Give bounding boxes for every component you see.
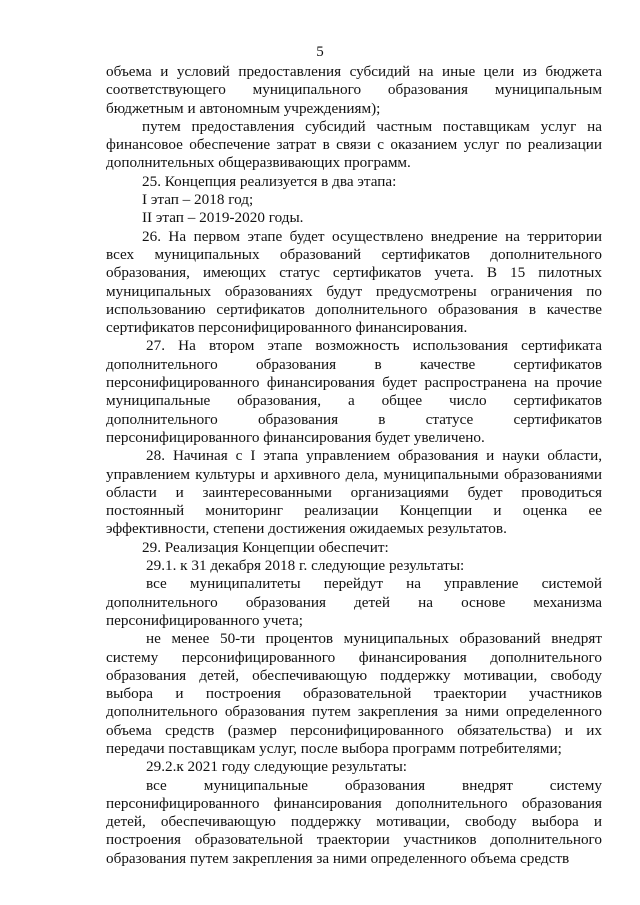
paragraph-29-1-item-1: все муниципалитеты перейдут на управление системой дополнительного образования детей на основе механизма персонифицированного учета; xyxy=(106,575,602,629)
paragraph-29: 29. Реализация Концепции обеспечит: xyxy=(142,538,389,556)
document-body xyxy=(106,63,602,868)
paragraph-29-2: 29.2.к 2021 году следующие результаты: xyxy=(146,758,408,776)
page-number: 5 xyxy=(316,44,324,60)
paragraph-27: 27. На втором этапе возможность использования сертификата дополнительного образования в качестве сертификатов персонифицированного финансирования будет распространена на прочие муниципальные образования, а общее число сертификатов дополнительного образования в статусе сертификатов персонифицированного финансирования будет увеличено. xyxy=(106,337,602,446)
paragraph-subsidies: путем предоставления субсидий частным поставщикам услуг на финансовое обеспечение затрат в связи с оказанием услуг по реализации дополнительных общеразвивающих программ. xyxy=(106,117,602,172)
stage-2: II этап – 2019-2020 годы. xyxy=(142,209,304,227)
paragraph-29-2-item-1: все муниципальные образования внедрят систему персонифицированного финансирования дополнительного образования детей, обеспечивающую поддержку мотивации, свободу выбора и построения образовательной траектории участников дополнительного образования путем закрепления за ними определенного объема средств xyxy=(106,776,602,867)
paragraph-26: 26. На первом этапе будет осуществлено внедрение на территории всех муниципальных образований сертификатов дополнительного образования, имеющих статус сертификатов учета. В 15 пилотных муниципальных образованиях будут предусмотрены ограничения по использованию сертификатов дополнительного образования в качестве сертификатов персонифицированного финансирования. xyxy=(106,227,602,337)
paragraph-25: 25. Концепция реализуется в два этапа: xyxy=(142,172,397,190)
paragraph-29-1-item-2: не менее 50-ти процентов муниципальных образований внедрят систему персонифицированного финансирования дополнительного образования детей, обеспечивающую поддержку мотивации, свободу выбора и построения образовательной траектории участников дополнительного образования путем закрепления за ними определенного объема средств (размер персонифицированного обязательства) и их передачи поставщикам услуг, после выбора программ потребителями; xyxy=(106,630,602,757)
paragraph-29-1: 29.1. к 31 декабря 2018 г. следующие результаты: xyxy=(146,557,465,575)
paragraph-continuation: объема и условий предоставления субсидий на иные цели из бюджета соответствующего муниципального образования муниципальным бюджетным и автономным учреждениям); xyxy=(106,63,602,117)
stage-1: I этап – 2018 год; xyxy=(142,191,254,209)
paragraph-28: 28. Начиная с I этапа управлением образования и науки области, управлением культуры и архивного дела, муниципальными образованиями области и заинтересованными организациями будет проводиться постоянный мониторинг реализации Концепции и оценка ее эффективности, степени достижения ожидаемых результатов. xyxy=(106,447,602,538)
